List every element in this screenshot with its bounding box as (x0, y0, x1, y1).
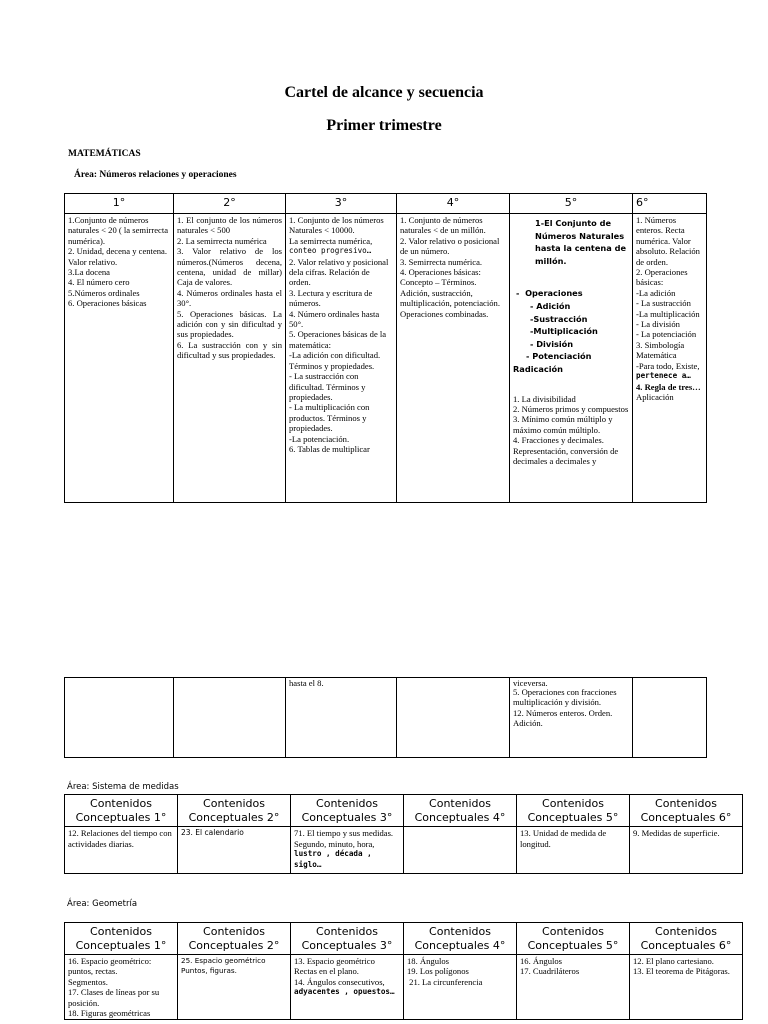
content-item: Números Naturales (535, 230, 625, 241)
content-item: -La adición con dificultad. Términos y propiedades. (289, 350, 383, 371)
content-item: Naturales < 10000. (289, 225, 355, 236)
area-geometry-label: Área: Geometría (67, 899, 138, 909)
continuation-cell-g4 (397, 678, 510, 758)
geometry-header-2 (178, 923, 291, 955)
content-item: 18. Figuras geométricas (68, 1008, 151, 1019)
content-item: viceversa. (513, 678, 548, 688)
content-item: 12. Relaciones del tiempo con actividades diarias. (68, 828, 174, 849)
numbers-cell-g5 (510, 214, 633, 503)
header-line: Conceptuales 5° (527, 938, 619, 952)
content-item: 71. El tiempo y sus medidas. (294, 828, 394, 839)
header-line: Conceptuales 2° (188, 938, 280, 952)
content-item: 12. El plano cartesiano. (633, 956, 714, 966)
content-item: 18. Ángulos (407, 956, 450, 966)
content-item: 1. Conjunto de números naturales < de un millón. (400, 215, 486, 236)
content-item: 3. Mínimo común múltiplo y máximo común múltiplo. (513, 414, 615, 435)
content-item: Segmentos. (68, 976, 108, 987)
content-item: 2. Valor relativo y posicional dela cifras. Relación de orden. (289, 256, 391, 288)
continuation-cell-g3 (286, 678, 397, 758)
header-line: Conceptuales 1° (75, 810, 167, 824)
content-item: 2. Operaciones básicas: (636, 267, 690, 288)
content-item: - La división (636, 319, 680, 330)
content-item: 5.Números ordinales (68, 287, 140, 298)
continuation-cell-g6 (633, 678, 707, 758)
content-item: 19. Los polígonos (407, 966, 469, 977)
content-item: - La multiplicación con productos. Términos y propiedades. (289, 402, 372, 434)
content-item: 16. Espacio geométrico: puntos, rectas. (68, 956, 154, 977)
content-item: 4. Operaciones básicas: Concepto – Términos. Adición, sustracción, multiplicación, potenciación. (400, 267, 500, 309)
grade-header-2: 2° (174, 194, 286, 214)
content-item: - Operaciones (516, 288, 583, 299)
area-numbers-label: Área: Números relaciones y operaciones (74, 170, 237, 180)
content-item: millón. (535, 255, 567, 266)
continuation-cell-g5 (510, 678, 633, 758)
header-line: Contenidos (429, 924, 491, 938)
header-line: Conceptuales 4° (414, 938, 506, 952)
measures-cell-g3 (291, 827, 404, 874)
content-item: - La potenciación (636, 329, 697, 340)
header-line: Conceptuales 6° (640, 810, 732, 824)
content-item: 14. Ángulos consecutivos, (294, 976, 385, 987)
measures-cell-g5 (517, 827, 630, 874)
content-item: 13. Unidad de medida de longitud. (520, 828, 609, 849)
content-item: - División (530, 338, 574, 349)
content-item: 3.La docena (68, 267, 110, 278)
numbers-cell-g6 (633, 214, 707, 503)
content-item: 1. Números enteros. Recta numérica. Valor absoluto. Relación de orden. (636, 215, 703, 267)
content-item: 13. Espacio geométrico (294, 956, 375, 966)
content-item: 21. La circunferencia (407, 976, 483, 987)
geometry-cell-g6 (630, 955, 743, 1020)
header-line: Contenidos (655, 924, 717, 938)
content-item: -Para todo, Existe, (636, 360, 700, 371)
header-line: Contenidos (90, 924, 152, 938)
content-item: Rectas en el plano. (294, 966, 359, 977)
content-item: 1.Conjunto de números naturales < 20 ( la semirrecta numérica). (68, 215, 171, 246)
content-item: 4. Regla de tres… (636, 381, 701, 392)
area-measures-label: Área: Sistema de medidas (67, 782, 179, 792)
measures-cell-g6 (630, 827, 743, 874)
content-item: hasta la centena de (535, 243, 627, 254)
content-item: 17. Cuadriláteros (520, 966, 580, 977)
header-line: Conceptuales 3° (301, 810, 393, 824)
header-line: Contenidos (90, 796, 152, 810)
content-item: pertenece a… (636, 371, 691, 381)
header-line: Contenidos (316, 924, 378, 938)
measures-cell-g2 (178, 827, 291, 874)
grade-header-1: 1° (65, 194, 174, 214)
content-item: -Multiplicación (530, 326, 598, 337)
content-item: 23. El calendario (181, 828, 244, 838)
content-item: 6. Tablas de multiplicar (289, 443, 370, 454)
page-subtitle: Primer trimestre (326, 117, 442, 134)
content-item: Operaciones combinadas. (400, 308, 489, 319)
header-line: Contenidos (316, 796, 378, 810)
content-item: 1-El Conjunto de (535, 218, 612, 228)
grade-header-5: 5° (510, 194, 633, 214)
content-item: 2. Números primos y compuestos (513, 403, 629, 414)
content-item: adyacentes , opuestos… (294, 987, 395, 997)
content-item: lustro , década , siglo… (294, 849, 377, 869)
header-line: Contenidos (203, 796, 265, 810)
content-item: 5. Operaciones con fracciones multiplicación y división. (513, 687, 619, 708)
subject-label: MATEMÁTICAS (68, 149, 141, 159)
content-item: La semirrecta numérica, (289, 235, 373, 246)
measures-cell-g1 (65, 827, 178, 874)
geometry-cell-g4 (404, 955, 517, 1020)
content-item: - La sustracción (636, 298, 691, 309)
content-item: 1. Conjunto de los números (289, 215, 384, 225)
content-item: 4. El número cero (68, 277, 130, 288)
header-line: Conceptuales 5° (527, 810, 619, 824)
content-item: Puntos, figuras. (181, 965, 237, 975)
content-item: 3. Simbología Matemática (636, 339, 687, 361)
content-item: 2. La semirrecta numérica (177, 235, 267, 246)
content-item: 25. Espacio geométrico (181, 956, 266, 965)
content-item: - Adición (530, 300, 571, 311)
content-item: 4. Números ordinales hasta el 30°. (177, 287, 285, 309)
measures-cell-g4 (404, 827, 517, 874)
numbers-table (64, 193, 707, 503)
content-item: 3. Semirrecta numérica. (400, 256, 483, 267)
measures-header-2 (178, 795, 291, 827)
geometry-header-1 (65, 923, 178, 955)
content-item: 5. Operaciones básicas. La adición con y sin dificultad y sus propiedades. (177, 308, 285, 340)
content-item: 12. Números enteros. Orden. Adición. (513, 707, 614, 729)
measures-header-5 (517, 795, 630, 827)
content-item: conteo progresivo… (289, 246, 372, 256)
continuation-cell-g1 (65, 678, 174, 758)
measures-header-3 (291, 795, 404, 827)
grade-header-3: 3° (286, 194, 397, 214)
content-item: 4. Fracciones y decimales. Representación, conversión de decimales a decimales y (513, 435, 621, 466)
content-item: 9. Medidas de superficie. (633, 828, 720, 839)
content-item: 13. El teorema de Pitágoras. (633, 966, 730, 977)
content-item: 6. Operaciones básicas (68, 298, 147, 309)
header-line: Contenidos (655, 796, 717, 810)
grade-header-6: 6° (633, 194, 707, 214)
numbers-cell-g3 (286, 214, 397, 503)
header-line: Conceptuales 1° (75, 938, 167, 952)
content-item: - Potenciación (526, 351, 592, 362)
header-line: Contenidos (542, 924, 604, 938)
content-item: -La adición (636, 287, 676, 298)
content-item: 5. Operaciones básicas de la matemática: (289, 329, 389, 350)
grade-header-4: 4° (397, 194, 510, 214)
measures-table (64, 794, 743, 874)
page-title: Cartel de alcance y secuencia (284, 84, 484, 101)
geometry-header-4 (404, 923, 517, 955)
content-item: Segundo, minuto, hora, (294, 838, 375, 849)
measures-header-1 (65, 795, 178, 827)
content-item: 2. Unidad, decena y centena. Valor relativo. (68, 246, 170, 267)
numbers-cell-g2 (174, 214, 286, 503)
content-item: 1. El conjunto de los números naturales < 500 (177, 215, 285, 236)
content-item: hasta el 8. (289, 678, 324, 688)
content-item: 4. Número ordinales hasta 50°. (289, 308, 382, 330)
content-item: - La sustracción con dificultad. Términos y propiedades. (289, 371, 368, 402)
geometry-cell-g2 (178, 955, 291, 1020)
geometry-header-6 (630, 923, 743, 955)
geometry-header-3 (291, 923, 404, 955)
content-item: -La potenciación. (289, 433, 350, 444)
header-line: Conceptuales 6° (640, 938, 732, 952)
content-item: 1. La divisibilidad (513, 393, 576, 404)
header-line: Contenidos (542, 796, 604, 810)
content-item: 3. Valor relativo de los números.(Números decena, centena, unidad de millar) Caja de valores. (177, 246, 285, 288)
measures-header-6 (630, 795, 743, 827)
content-item: 16. Ángulos (520, 956, 563, 966)
header-line: Conceptuales 4° (414, 810, 506, 824)
content-item: 17. Clases de líneas por su posición. (68, 987, 162, 1008)
header-line: Contenidos (203, 924, 265, 938)
content-item: 6. La sustracción con y sin dificultad y sus propiedades. (177, 339, 285, 361)
content-item: 3. Lectura y escritura de números. (289, 287, 375, 309)
header-line: Contenidos (429, 796, 491, 810)
geometry-cell-g5 (517, 955, 630, 1020)
continuation-table (64, 677, 707, 758)
content-item: Aplicación (636, 391, 674, 402)
content-item: -Sustracción (530, 313, 588, 324)
geometry-cell-g3 (291, 955, 404, 1020)
numbers-cell-g1 (65, 214, 174, 503)
numbers-cell-g4 (397, 214, 510, 503)
measures-header-4 (404, 795, 517, 827)
continuation-cell-g2 (174, 678, 286, 758)
content-item: -La multiplicación (636, 308, 700, 319)
geometry-cell-g1 (65, 955, 178, 1020)
geometry-table (64, 922, 743, 1020)
content-item: Radicación (513, 363, 563, 374)
header-line: Conceptuales 3° (301, 938, 393, 952)
header-line: Conceptuales 2° (188, 810, 280, 824)
geometry-header-5 (517, 923, 630, 955)
content-item: 2. Valor relativo o posicional de un número. (400, 235, 502, 257)
